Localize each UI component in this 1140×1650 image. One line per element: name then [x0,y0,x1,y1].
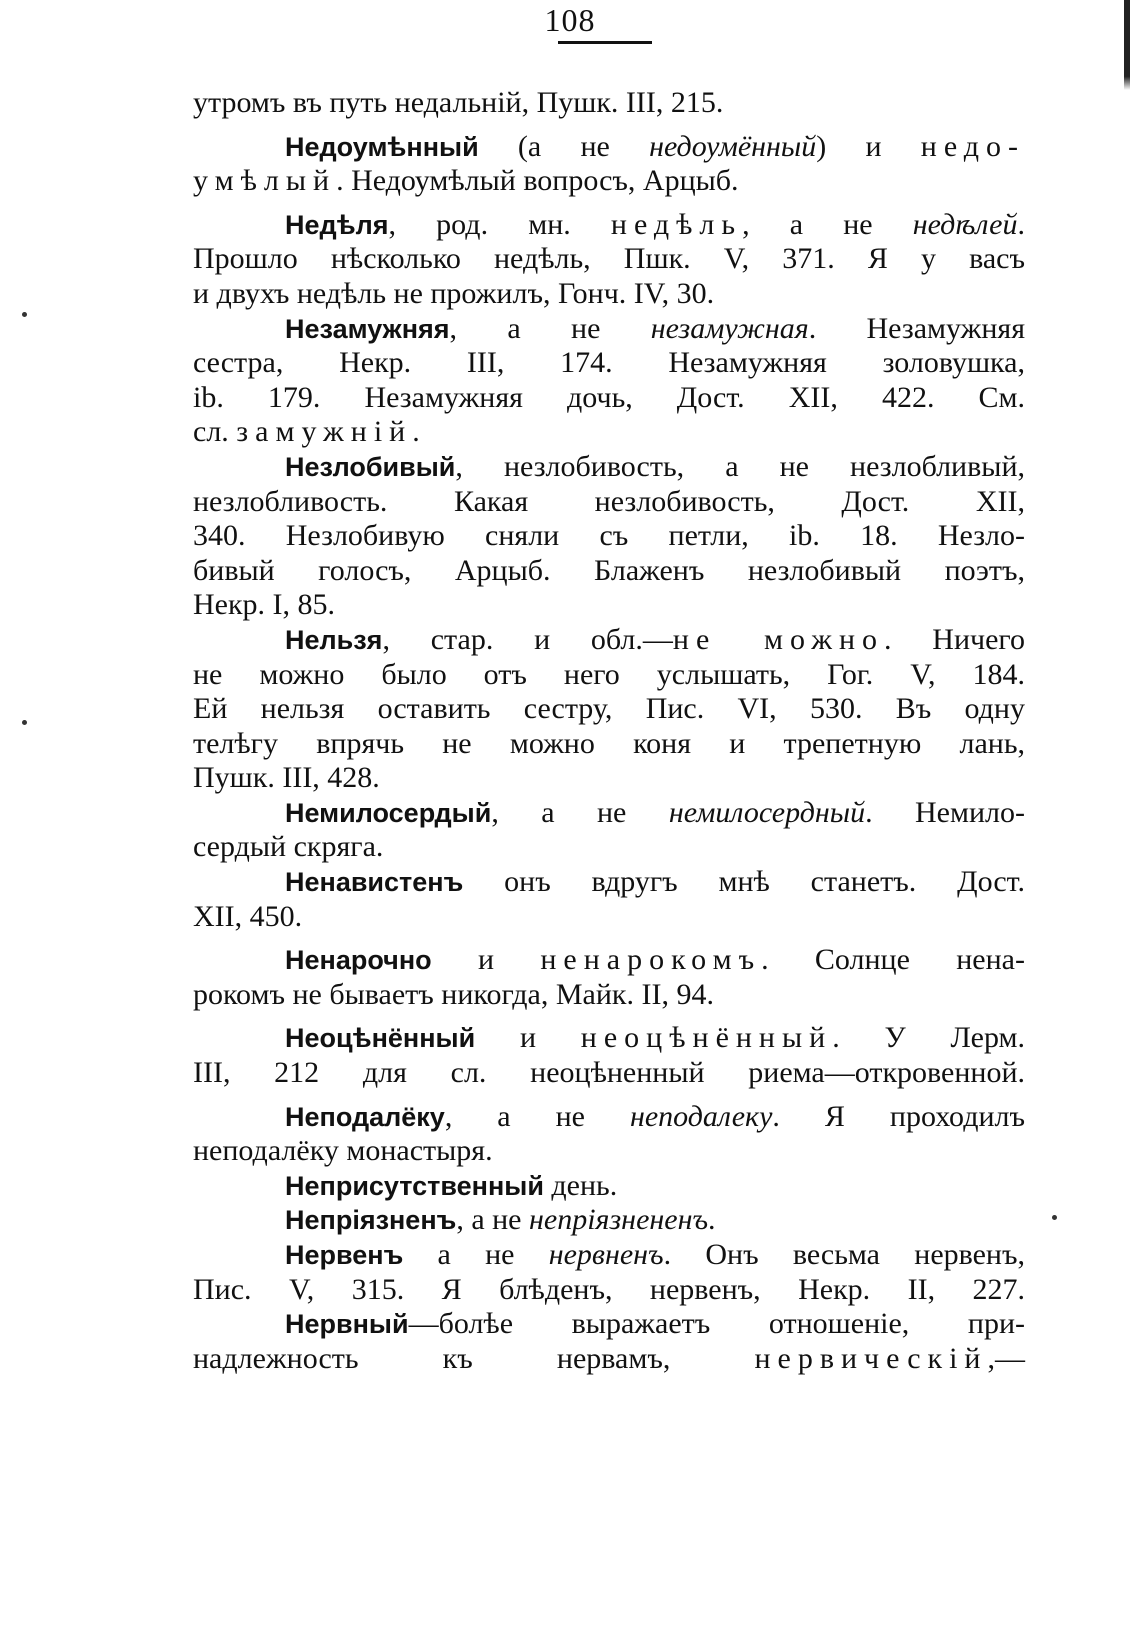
spaced-emphasis: недо- [920,129,1026,163]
headword: Непріязненъ [285,1205,457,1236]
spaced-emphasis: умѣлый [193,164,337,198]
entry-line [193,1203,1025,1238]
text-segment: —болѣе выражаетъ отношеніе, при- [408,1307,1025,1341]
text-segment: . [708,1203,716,1237]
text-segment: , а не [742,207,913,241]
italic-form: немилосердный [668,795,866,829]
text-line [193,485,1025,520]
spaced-emphasis: недѣль [610,207,743,241]
italic-form: непріязнененъ [529,1203,709,1237]
italic-form: незамужная [650,311,809,345]
text-line [193,900,1025,935]
text-segment: , а не [449,311,651,345]
entry-line [193,1169,1025,1204]
text-segment: и [431,943,541,977]
text-segment: Пис. V, 315. Я блѣденъ, нервенъ, Некр. II, 227. [193,1272,1025,1306]
text-line [193,1273,1025,1308]
text-segment: онъ вдругъ мнѣ станетъ. Дост. [463,865,1025,899]
text-line [193,978,1025,1013]
page-number-rule [558,41,652,44]
headword: Нервный [285,1309,409,1340]
text-segment: , стар. и обл.— [382,622,673,656]
entry-line [193,943,1025,978]
text-segment: . Незамужняя [808,311,1026,345]
spaced-emphasis: неоцѣнённый [580,1021,833,1055]
text-line [193,588,1025,623]
text-segment: бивый голосъ, Арцыб. Блаженъ незлобивый поэтъ, [193,553,1025,587]
entry-line [193,1100,1025,1135]
text-line [193,554,1025,589]
text-line [193,1342,1025,1377]
text-line [193,415,1025,450]
text-segment: . Недоумѣлый вопросъ, Арцыб. [336,164,739,198]
text-segment: и [475,1021,581,1055]
text-line [193,242,1025,277]
scan-speck [1052,1215,1057,1220]
text-segment: сл. [193,415,237,449]
text-segment: . Солнце нена- [761,943,1025,977]
text-segment: ,— [987,1341,1025,1375]
text-segment: ib. 179. Незамужняя дочь, Дост. XII, 422. См. [193,380,1025,414]
text-segment: , а не [491,795,669,829]
scan-speck [22,312,27,317]
text-line [193,761,1025,796]
text-line [193,1056,1025,1091]
headword: Неподалёку [285,1101,445,1132]
entry-line [193,130,1025,165]
scan-edge-line [1124,0,1130,90]
italic-form: недоумённый [649,129,817,163]
entry-line [193,450,1025,485]
text-line [193,830,1025,865]
text-segment: (а не [478,129,650,163]
text-segment: и двухъ недѣль не прожилъ, Гонч. IV, 30. [193,276,715,310]
text-segment: не можно было отъ него услышать, Гог. V, 184. [193,657,1025,691]
text-segment: ) и [816,129,921,163]
text-segment: . Я проходилъ [772,1099,1025,1133]
text-segment: день. [543,1168,618,1202]
text-segment: , незлобивость, а не незлобливый, [455,449,1025,483]
text-segment: незлобливость. Какая незлобивость, Дост. XII, [193,484,1025,518]
headword: Незлобивый [285,451,456,482]
text-segment: рокомъ не бываетъ никогда, Майк. II, 94. [193,977,714,1011]
text-segment: , а не [456,1203,529,1237]
text-segment: . Немило- [865,795,1025,829]
text-line [193,381,1025,416]
text-segment: а не [403,1238,549,1271]
entry-line [193,623,1025,658]
text-line [193,692,1025,727]
italic-form: нервненъ [548,1238,664,1271]
entry-line [193,1238,1025,1273]
spaced-emphasis: ненарокомъ [540,943,762,977]
headword: Ненавистенъ [285,867,464,898]
text-segment: Ей нельзя оставить сестру, Пис. VI, 530. Въ одну [193,692,1025,726]
headword: Недѣля [285,209,389,240]
spaced-emphasis: не можно [672,622,885,656]
entry-line [193,1021,1025,1056]
text-line [193,519,1025,554]
text-segment: . Онъ весьма нервенъ, [663,1238,1026,1271]
text-line [193,346,1025,381]
italic-form: недѣлей [912,207,1018,241]
text-segment: III, 212 для сл. неоцѣненный риема—откровенной. [193,1056,1025,1090]
headword: Немилосердый [285,797,492,828]
text-segment: XII, 450. [193,899,303,933]
text-segment: сердый скряга. [193,830,384,864]
spaced-emphasis: нервическій [754,1341,988,1375]
headword: Нельзя [285,624,383,655]
headword: Ненарочно [285,945,432,976]
text-segment: , род. мн. [388,207,611,241]
text-segment: телѣгу впрячь не можно коня и трепетную лань, [193,726,1025,760]
italic-form: неподалеку [629,1099,773,1133]
text-segment: . [1017,207,1025,241]
text-segment: . Ничего [884,622,1025,656]
headword: Нервенъ [285,1240,404,1270]
text-line [193,727,1025,762]
text-line [193,86,1025,121]
text-segment: утромъ въ путь недальній, Пушк. III, 215. [193,86,724,119]
entry-line [193,865,1025,900]
text-segment: 340. Незлобивую сняли съ петли, ib. 18. Незло- [193,519,1025,553]
text-segment: . [412,415,420,449]
text-segment: Некр. I, 85. [193,588,336,622]
text-line [193,164,1025,199]
entry-line [193,312,1025,347]
text-segment: . У Лерм. [832,1021,1025,1055]
headword: Неоцѣнённый [285,1023,476,1054]
text-line [193,1134,1025,1169]
text-segment: сестра, Некр. III, 174. Незамужняя золовушка, [193,346,1025,380]
spaced-emphasis: замужній [236,415,413,449]
text-segment: , а не [444,1099,630,1133]
entry-line [193,796,1025,831]
text-segment: Пушк. III, 428. [193,761,380,795]
text-segment: Прошло нѣсколько недѣль, Пшк. V, 371. Я у васъ [193,242,1025,276]
entry-line [193,208,1025,243]
page-number: 108 [544,2,596,38]
entry-line [193,1307,1025,1342]
headword: Неприсутственный [285,1170,544,1201]
headword: Недоумѣнный [285,131,479,162]
text-segment: надлежность къ нервамъ, [193,1341,755,1375]
text-line [193,277,1025,312]
text-line [193,658,1025,693]
text-segment: неподалёку монастыря. [193,1134,493,1168]
dictionary-text [193,86,1025,1376]
scan-speck [22,720,27,725]
headword: Незамужняя [285,313,450,344]
